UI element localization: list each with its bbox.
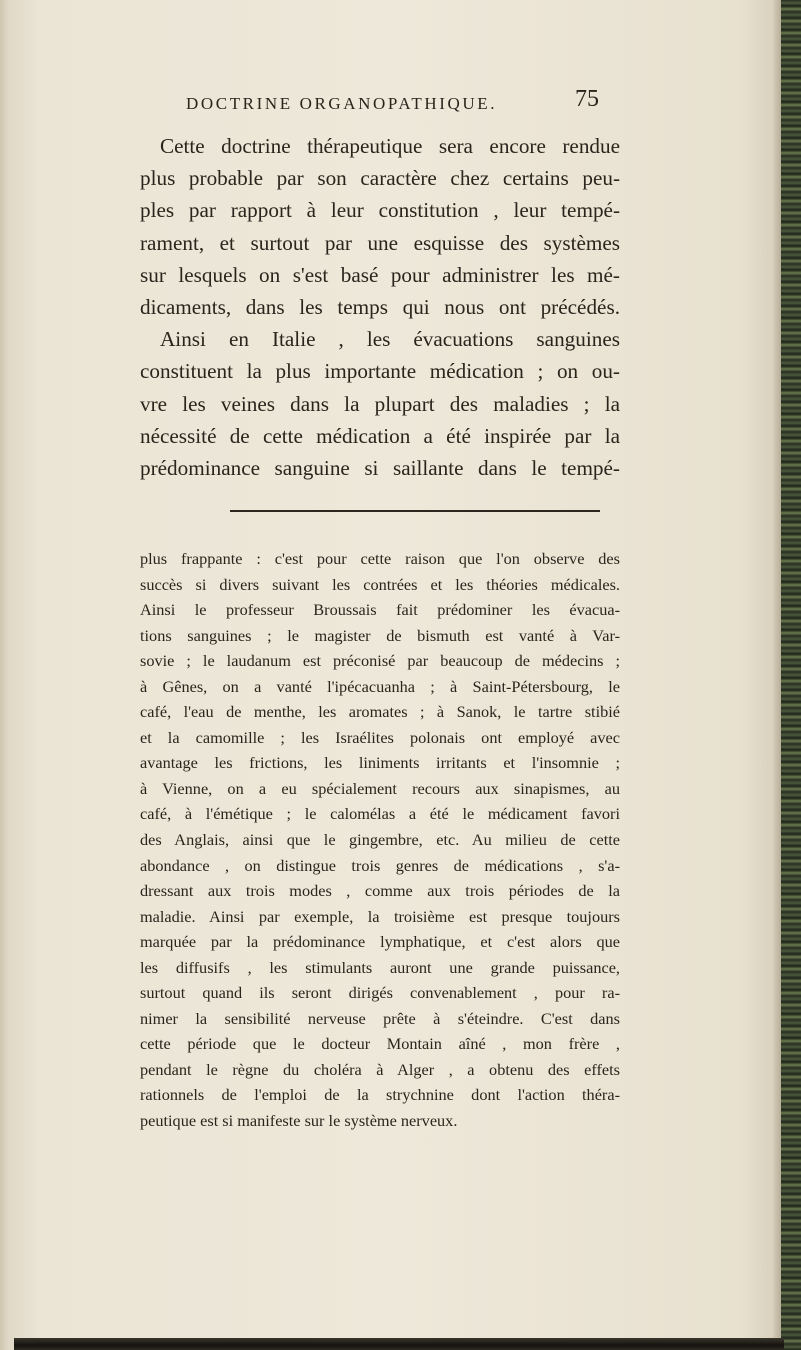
footnote-line: marquée par la prédominance lymphatique, et c'est alors que [140, 932, 620, 952]
footnote-line: tions sanguines ; le magister de bismuth est vanté à Var- [140, 625, 620, 645]
main-line: dicaments, dans les temps qui nous ont précédés. [140, 295, 620, 320]
footnote-line: peutique est si manifeste sur le système nerveux. [140, 1111, 458, 1131]
footnote-line: sovie ; le laudanum est préconisé par beaucoup de médecins ; [140, 651, 620, 671]
footnote-line: des Anglais, ainsi que le gingembre, etc. Au milieu de cette [140, 830, 620, 850]
main-line: nécessité de cette médication a été inspirée par la [140, 423, 620, 448]
footnote-line: nimer la sensibilité nerveuse prête à s'éteindre. C'est dans [140, 1008, 620, 1028]
footnote-line: surtout quand ils seront dirigés convenablement , pour ra- [140, 983, 620, 1003]
footnote-line: maladie. Ainsi par exemple, la troisième est presque toujours [140, 906, 620, 926]
footnote-line: à Gênes, on a vanté l'ipécacuanha ; à Saint-Pétersbourg, le [140, 676, 620, 696]
footnote [140, 546, 620, 1134]
footnote-line: rationnels de l'emploi de la strychnine dont l'action théra- [140, 1085, 620, 1105]
main-line: constituent la plus importante médication ; on ou- [140, 359, 620, 384]
page-gutter [0, 0, 10, 1350]
page-header [186, 86, 626, 116]
footnote-separator [230, 510, 600, 512]
footnote-line: à Vienne, on a eu spécialement recours aux sinapismes, au [140, 778, 620, 798]
main-line: vre les veines dans la plupart des maladies ; la [140, 391, 620, 416]
footnote-line: pendant le règne du choléra à Alger , a obtenu des effets [140, 1059, 620, 1079]
main-line: Cette doctrine thérapeutique sera encore rendue [160, 134, 620, 158]
main-line: plus probable par son caractère chez certains peu- [140, 166, 620, 191]
bottom-edge [14, 1338, 784, 1350]
main-line: rament, et surtout par une esquisse des systèmes [140, 230, 620, 255]
book-edge [781, 0, 801, 1350]
footnote-line: abondance , on distingue trois genres de médications , s'a- [140, 855, 620, 875]
page-edge-shadow [773, 0, 781, 1350]
footnote-line: Ainsi le professeur Broussais fait prédominer les évacua- [140, 600, 620, 620]
main-line: prédominance sanguine si saillante dans le tempé- [140, 456, 620, 481]
footnote-line: café, l'eau de menthe, les aromates ; à Sanok, le tartre stibié [140, 702, 620, 722]
main-line: ples par rapport à leur constitution , leur tempé- [140, 198, 620, 223]
footnote-line: les diffusifs , les stimulants auront une grande puissance, [140, 957, 620, 977]
main-line: Ainsi en Italie , les évacuations sanguines [160, 327, 620, 352]
main-line: sur lesquels on s'est basé pour administrer les mé- [140, 262, 620, 287]
footnote-line: dressant aux trois modes , comme aux trois périodes de la [140, 881, 620, 901]
main-paragraph [140, 130, 620, 484]
footnote-line: avantage les frictions, les liniments irritants et l'insomnie ; [140, 753, 620, 773]
running-title: DOCTRINE ORGANOPATHIQUE. [186, 94, 498, 113]
footnote-line: cette période que le docteur Montain aîné , mon frère , [140, 1034, 620, 1054]
footnote-line: plus frappante : c'est pour cette raison que l'on observe des [140, 549, 620, 568]
footnote-line: et la camomille ; les Israélites polonais ont employé avec [140, 727, 620, 747]
page-number: 75 [575, 86, 599, 112]
footnote-line: succès si divers suivant les contrées et les théories médicales. [140, 574, 620, 594]
footnote-line: café, à l'émétique ; le calomélas a été le médicament favori [140, 804, 620, 824]
